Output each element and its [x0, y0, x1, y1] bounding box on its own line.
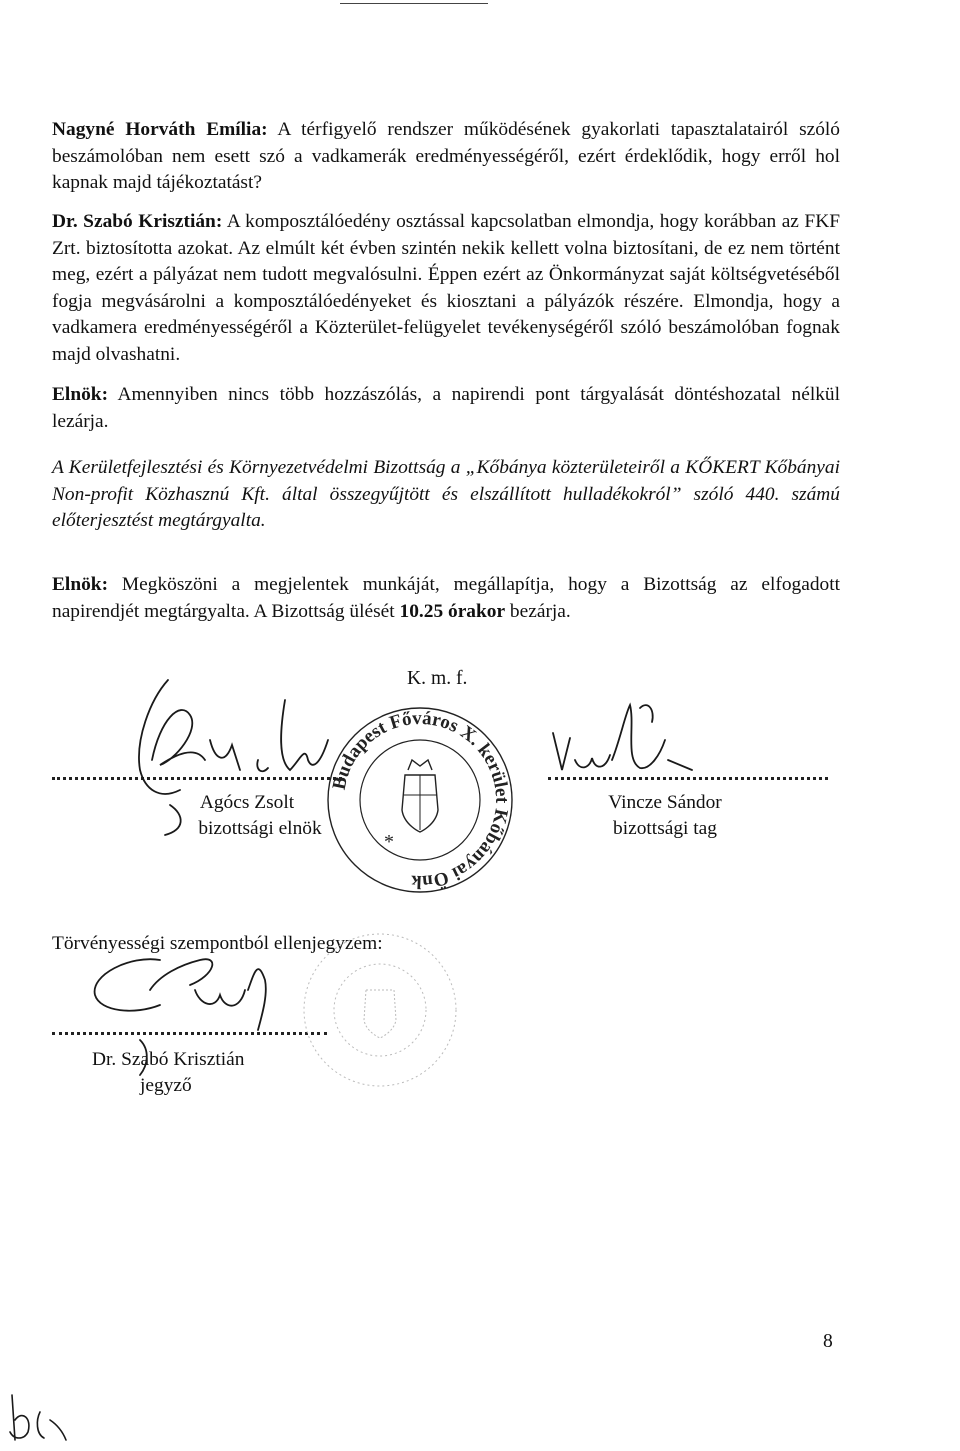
- right-signatory-role: bizottsági tag: [613, 818, 717, 839]
- text-elnok-1: Amennyiben nincs több hozzászólás, a napirendi pont tárgyalását döntéshozatal nélkül lezárja.: [52, 384, 840, 432]
- legal-signatory-role: jegyző: [140, 1075, 192, 1096]
- speaker-elnok-1: Elnök:: [52, 384, 109, 405]
- top-rule: [340, 3, 488, 4]
- paragraph-elnok-closing-item: [52, 382, 840, 435]
- official-seal: [328, 708, 512, 892]
- kmf-label: K. m. f.: [407, 668, 468, 689]
- page-number: 8: [823, 1331, 833, 1352]
- text-committee-decision: A Kerületfejlesztési és Környezetvédelmi Bizottság a „Kőbánya közterületeiről a KŐKERT Kőbányai Non-profit Közhasznú Kft. által összegyűjtött és elszállított hulladékokról” szóló 440. számú előterjesztést megtárgyalta.: [52, 457, 840, 532]
- left-signatory-role: bizottsági elnök: [198, 818, 322, 839]
- svg-text:Budapest Főváros X. kerület Kő: Budapest Főváros X. kerület Kőbányai Önk: [328, 707, 513, 893]
- speaker-szabo: Dr. Szabó Krisztián:: [52, 211, 223, 232]
- legal-heading: Törvényességi szempontból ellenjegyzem:: [52, 933, 383, 954]
- signature-line-left: [52, 777, 342, 780]
- text-szabo: A komposztálóedény osztással kapcsolatban elmondja, hogy korábban az FKF Zrt. biztosította azokat. Az elmúlt két évben szintén nekik kellett volna biztosítani, de ez nem történt meg, ezért a pályázat nem tudott megvalósulni. Éppen ezért az Önkormányzat saját költségvetéséből fogja megvásárolni a komposztálóedényeket és kiosztani a pályázók részére. Elmondja, hogy a vadkamera eredményességéről a Közterület-felügyelet tevékenységéről szóló beszámolóban fognak majd olvashatni.: [52, 211, 840, 365]
- text-elnok-2a: Megköszöni a megjelentek munkáját, megállapítja, hogy a Bizottság az elfogadott napirendjét megtárgyalta. A Bizottság ülését: [52, 574, 840, 622]
- left-signatory-name: Agócs Zsolt: [199, 792, 295, 813]
- svg-text:*: *: [384, 831, 394, 853]
- paragraph-horvath: [52, 117, 840, 197]
- paragraph-szabo: [52, 209, 840, 369]
- text-horvath: A térfigyelő rendszer működésének gyakorlati tapasztalatairól szóló beszámolóban nem esett szó a vadkamerák eredményességéről, ezért érdeklődik, hogy erről hol kapnak majd tájékoztatást?: [52, 119, 840, 194]
- paragraph-elnok-closing-meeting: [52, 572, 840, 625]
- speaker-horvath: Nagyné Horváth Emília:: [52, 119, 268, 140]
- signature-vincze: [553, 705, 692, 770]
- initials-mark: [10, 1395, 66, 1440]
- right-signatory-name: Vincze Sándor: [608, 792, 722, 813]
- signature-line-right: [548, 777, 828, 780]
- legal-signatory-name: Dr. Szabó Krisztián: [92, 1049, 245, 1070]
- speaker-elnok-2: Elnök:: [52, 574, 109, 595]
- closing-time: 10.25 órakor: [399, 600, 506, 622]
- signature-line-legal: [52, 1032, 327, 1035]
- paragraph-committee-decision: [52, 455, 840, 535]
- text-elnok-2b: bezárja.: [505, 600, 571, 622]
